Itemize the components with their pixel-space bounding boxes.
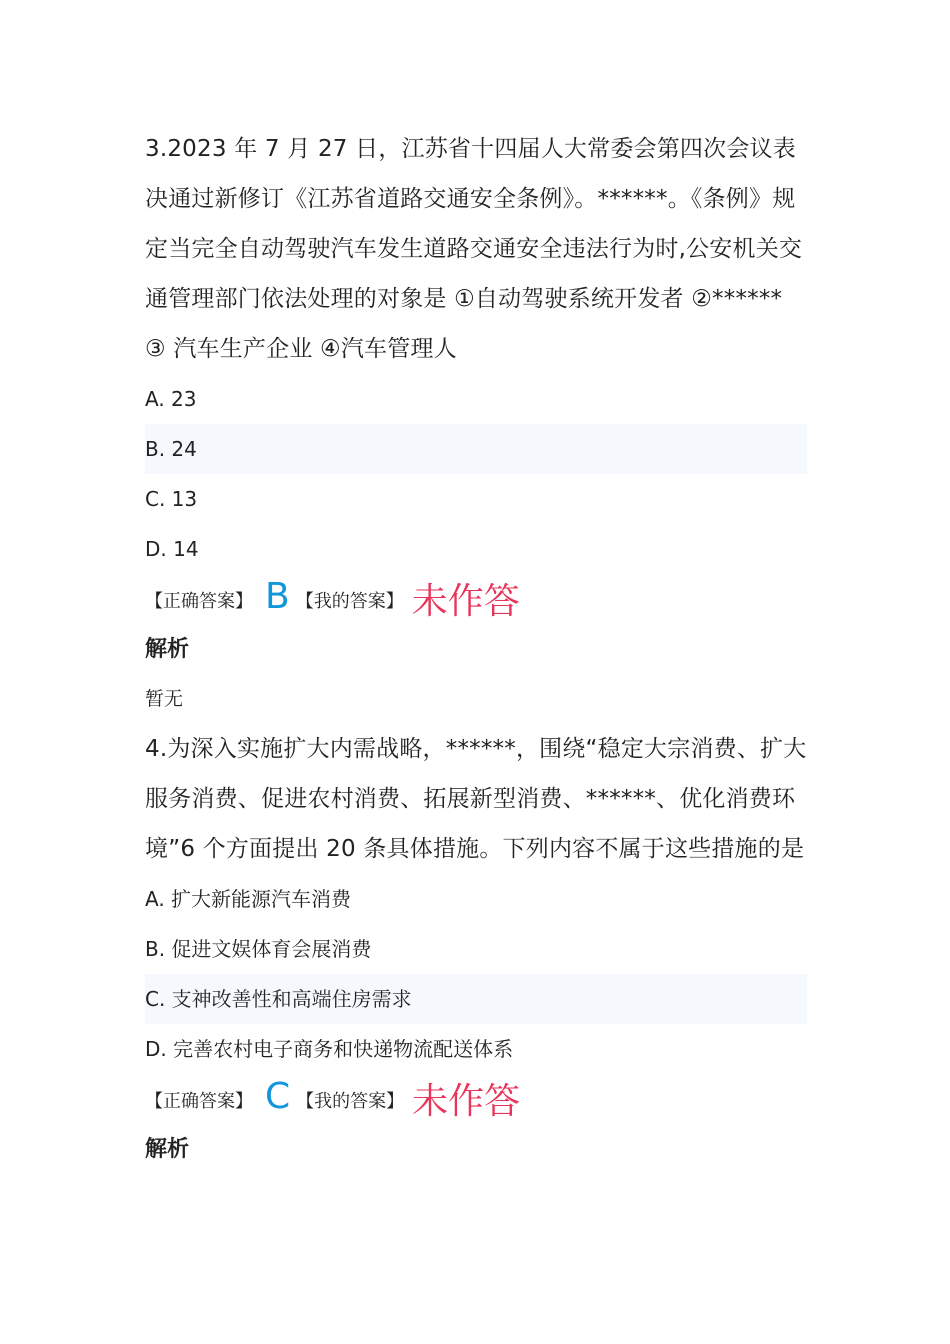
answer-row	[145, 1074, 807, 1126]
option-a[interactable]: A. 扩大新能源汽车消费	[145, 887, 352, 911]
correct-answer-label: 【正确答案】	[145, 1091, 253, 1112]
option-c[interactable]: C. 支神改善性和高端住房需求	[145, 974, 807, 1024]
answer-row	[145, 574, 807, 626]
my-answer-label: 【我的答案】	[295, 591, 404, 612]
question-list	[145, 124, 807, 1174]
correct-answer-value: C	[265, 1075, 291, 1117]
my-answer-value: 未作答	[411, 580, 520, 622]
my-answer-value: 未作答	[412, 1080, 521, 1122]
question-stem: 3.2023 年 7 月 27 日，江苏省十四届人大常委会第四次会议表决通过新修订《江苏省道路交通安全条例》。******。《条例》规定当完全自动驾驶汽车发生道路交通安全违法行为时,公安机关交通管理部门依法处理的对象是 ①自动驾驶系统开发者 ②****** ③ 汽车生产企业 ④汽车管理人	[145, 136, 803, 362]
analysis-title: 解析	[145, 637, 190, 662]
option-b[interactable]: B. 24	[145, 424, 807, 474]
my-answer-label: 【我的答案】	[296, 1091, 405, 1112]
question-block	[145, 724, 807, 1174]
option-c[interactable]: C. 13	[145, 487, 198, 511]
question-stem: 4.为深入实施扩大内需战略，******，围绕“稳定大宗消费、扩大服务消费、促进农村消费、拓展新型消费、******、优化消费环境”6 个方面提出 20 条具体措施。下列内容不属于这些措施的是	[145, 736, 807, 862]
option-b[interactable]: B. 促进文娱体育会展消费	[145, 937, 372, 961]
correct-answer-value: B	[265, 575, 290, 617]
option-d[interactable]: D. 完善农村电子商务和快递物流配送体系	[145, 1037, 514, 1061]
correct-answer-label: 【正确答案】	[145, 591, 253, 612]
analysis-title: 解析	[145, 1137, 190, 1162]
question-block	[145, 124, 807, 724]
option-d[interactable]: D. 14	[145, 537, 199, 561]
analysis-body: 暂无	[145, 688, 184, 710]
option-a[interactable]: A. 23	[145, 387, 197, 411]
